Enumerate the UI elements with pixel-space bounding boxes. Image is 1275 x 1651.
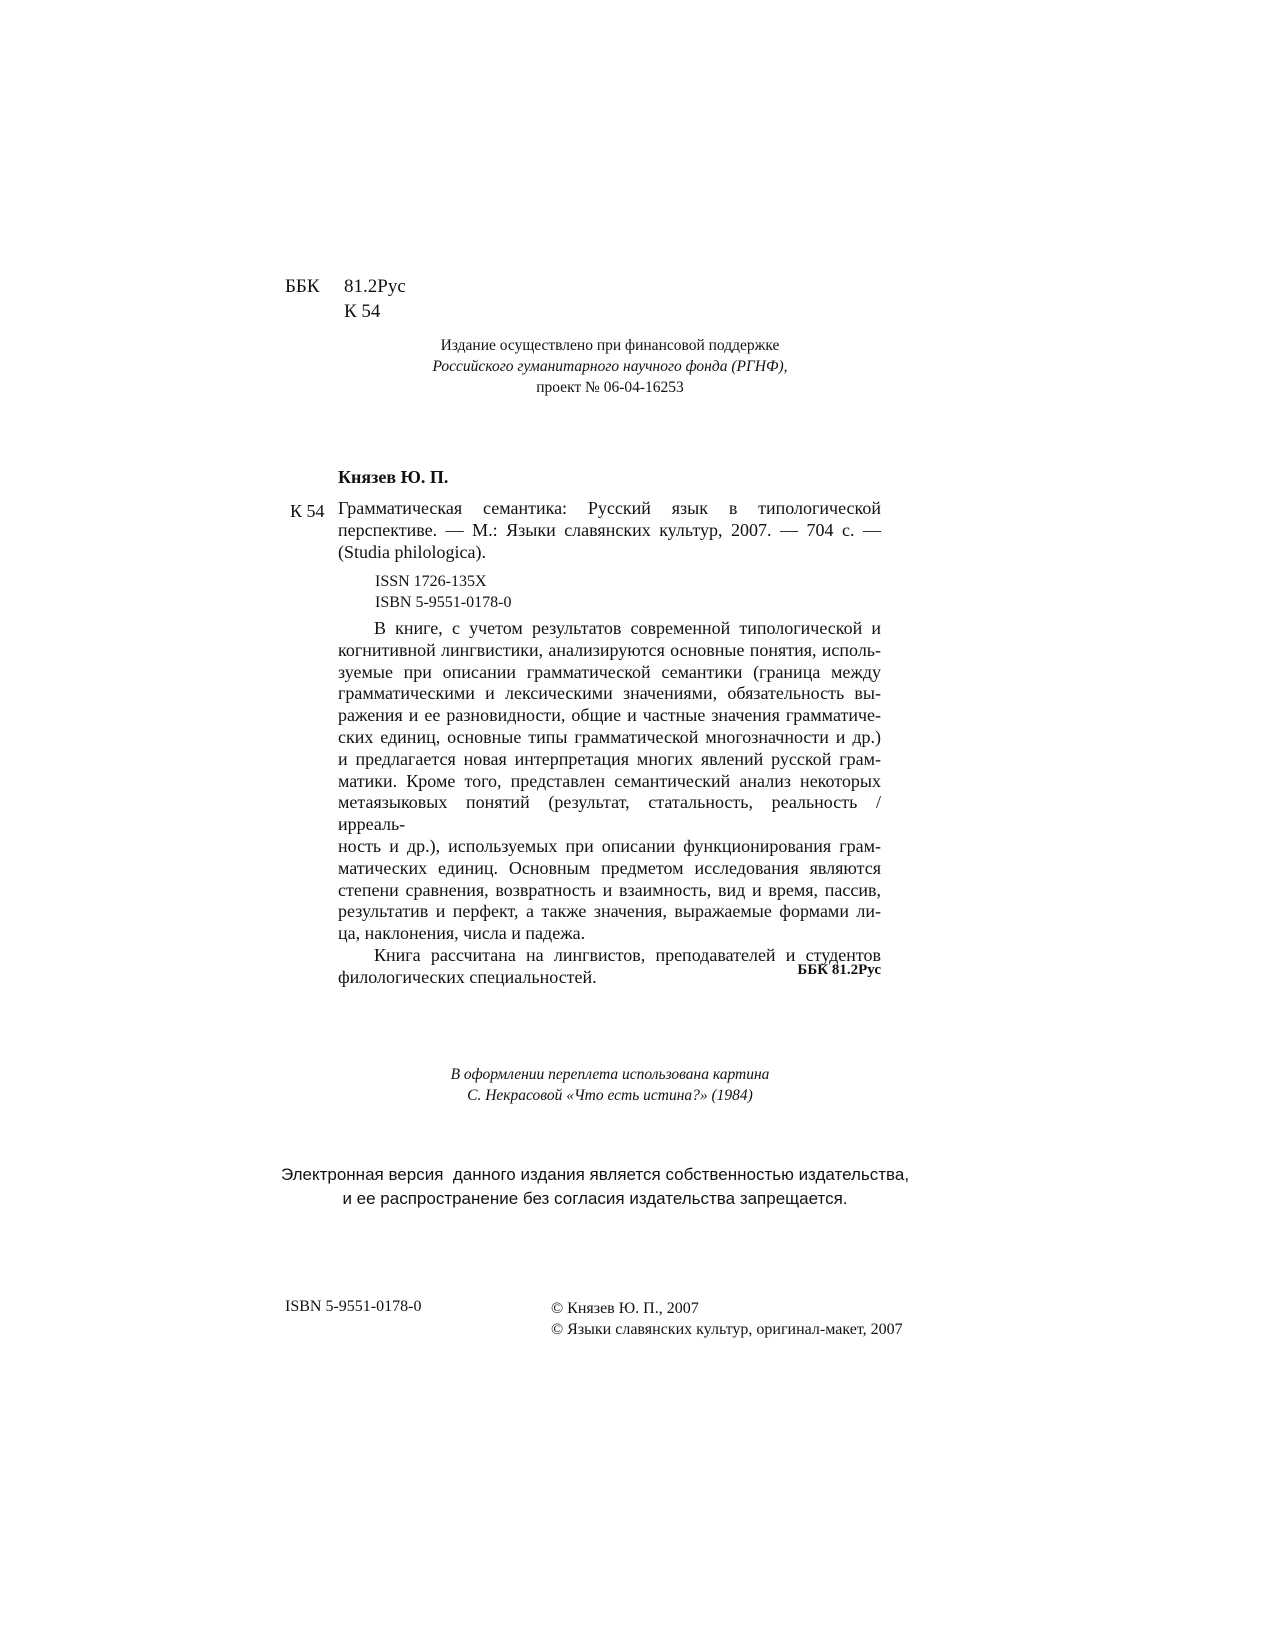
- funding-line-1: Издание осуществлено при финансовой поддержке: [440, 337, 780, 354]
- cover-note-line-2: С. Некрасовой «Что есть истина?» (1984): [467, 1087, 753, 1104]
- copyright-notice: [270, 1163, 920, 1211]
- abstract-line: степени сравнения, возвратность и взаимность, вид и время, пассив,: [338, 879, 881, 900]
- abstract: [338, 618, 881, 989]
- abstract-line: ских единиц, основные типы грамматической многозначности и др.): [338, 726, 881, 747]
- bbk-code: 81.2Рус: [344, 276, 406, 297]
- copyright-author: © Князев Ю. П., 2007: [551, 1300, 699, 1317]
- notice-line-2: и ее распространение без согласия издательства запрещается.: [342, 1189, 848, 1208]
- bbk-index-bottom: ББК 81.2Рус: [797, 962, 881, 978]
- title-line-2: перспективе. — М.: Языки славянских культур, 2007. — 704 с. —: [338, 520, 881, 540]
- abstract-line: матики. Кроме того, представлен семантический анализ некоторых: [338, 770, 881, 791]
- copyright-lines: [551, 1298, 903, 1340]
- bibliographic-title: [338, 497, 881, 563]
- abstract-line: результатив и перфект, а также значения, выражаемые формами ли-: [338, 901, 881, 922]
- abstract-line: В книге, с учетом результатов современной типологической и: [374, 618, 881, 638]
- author-name: Князев Ю. П.: [338, 467, 449, 487]
- cover-note: [380, 1064, 840, 1106]
- abstract-line: матических единиц. Основным предметом исследования являются: [338, 857, 881, 878]
- notice-line-1: Электронная версия данного издания является собственностью издательства,: [280, 1165, 910, 1184]
- cover-note-line-1: В оформлении переплета использована картина: [450, 1066, 770, 1083]
- issn: ISSN 1726-135X: [375, 573, 487, 590]
- abstract-line: метаязыковых понятий (результат, статальность, реальность / ирреаль-: [338, 792, 881, 835]
- abstract-line: когнитивной лингвистики, анализируются основные понятия, исполь-: [338, 639, 881, 660]
- abstract-line: ца, наклонения, числа и падежа.: [338, 923, 586, 944]
- isbn: ISBN 5-9551-0178-0: [375, 594, 512, 611]
- bbk-label: ББК: [285, 276, 320, 297]
- title-line-1: Грамматическая семантика: Русский язык в типологической: [338, 498, 881, 518]
- author-mark-top: К 54: [344, 301, 381, 322]
- abstract-line: ражения и ее разновидности, общие и частные значения грамматиче-: [338, 705, 881, 726]
- identifiers: [375, 571, 511, 613]
- copyright-publisher: © Языки славянских культур, оригинал-макет, 2007: [551, 1321, 903, 1338]
- funding-line-3: проект № 06-04-16253: [536, 379, 684, 396]
- abstract-line: и предлагается новая интерпретация многих явлений русской грам-: [338, 748, 881, 769]
- abstract-line: ность и др.), используемых при описании функционирования грам-: [338, 835, 881, 856]
- audience-line: филологических специальностей.: [338, 966, 597, 987]
- funding-line-2: Российского гуманитарного научного фонда (РГНФ),: [432, 358, 788, 375]
- funding-note: [380, 335, 840, 398]
- title-line-3: (Studia philologica).: [338, 542, 486, 562]
- abstract-line: зуемые при описании грамматической семантики (граница между: [338, 661, 881, 682]
- isbn-footer: ISBN 5-9551-0178-0: [285, 1298, 422, 1315]
- abstract-line: грамматическими и лексическими значениями, обязательность вы-: [338, 683, 881, 704]
- author-mark: К 54: [290, 501, 325, 521]
- audience-line: Книга рассчитана на лингвистов, преподавателей и студентов: [374, 944, 881, 965]
